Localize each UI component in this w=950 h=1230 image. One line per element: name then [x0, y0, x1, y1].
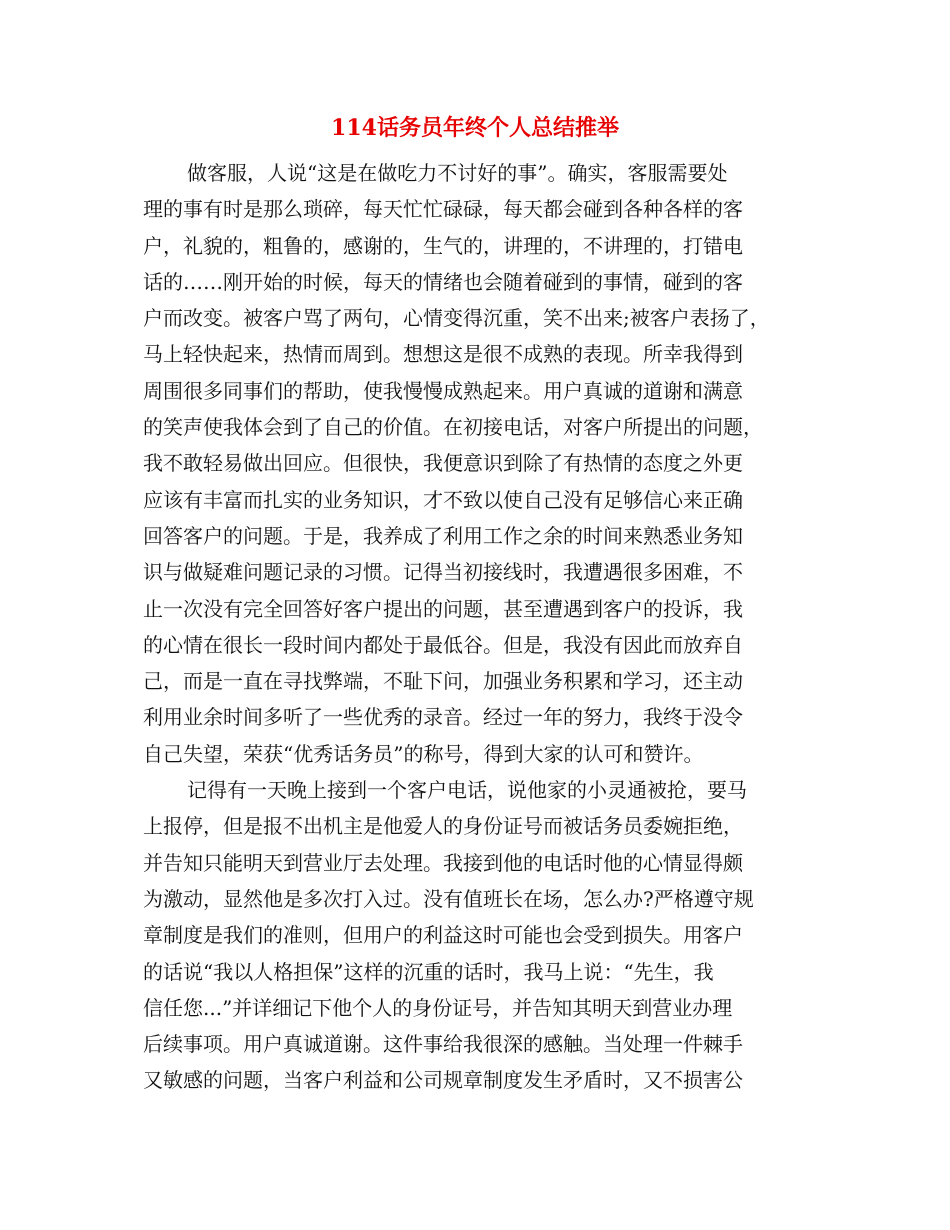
paragraph-line: 后续事项。用户真诚道谢。这件事给我很深的感触。当处理一件棘手: [143, 1032, 743, 1057]
paragraph-line: 户而改变。被客户骂了两句，心情变得沉重，笑不出来;被客户表扬了，: [143, 306, 770, 331]
paragraph-line: 的笑声使我体会到了自己的价值。在初接电话，对客户所提出的问题，: [143, 415, 763, 440]
paragraph-line: 的心情在很长一段时间内都处于最低谷。但是，我没有因此而放弃自: [143, 632, 743, 657]
paragraph-line: 为激动，显然他是多次打入过。没有值班长在场，怎么办?严格遵守规: [143, 886, 754, 911]
paragraph-line: 户，礼貌的，粗鲁的，感谢的，生气的，讲理的，不讲理的，打错电: [143, 233, 743, 258]
paragraph-line: 识与做疑难问题记录的习惯。记得当初接线时，我遭遇很多困难，不: [143, 560, 743, 585]
paragraph-line: 己，而是一直在寻找弊端，不耻下问，加强业务积累和学习，还主动: [143, 669, 743, 694]
paragraph-line: 自己失望，荣获“优秀话务员”的称号，得到大家的认可和赞许。: [143, 741, 704, 766]
paragraph-line: 上报停，但是报不出机主是他爱人的身份证号而被话务员委婉拒绝，: [143, 814, 743, 839]
paragraph-line: 马上轻快起来，热情而周到。想想这是很不成熟的表现。所幸我得到: [143, 342, 743, 367]
paragraph-line: 话的……刚开始的时候，每天的情绪也会随着碰到的事情，碰到的客: [143, 269, 743, 294]
paragraph-line: 做客服，人说“这是在做吃力不讨好的事”。确实，客服需要处: [187, 161, 728, 185]
paragraph-line: 信任您...”并详细记下他个人的身份证号，并告知其明天到营业办理: [143, 995, 733, 1020]
paragraph-line: 章制度是我们的准则，但用户的利益这时可能也会受到损失。用客户: [143, 923, 743, 948]
document-title: 114话务员年终个人总结推举: [331, 115, 619, 141]
paragraph-line: 记得有一天晚上接到一个客户电话，说他家的小灵通被抢，要马: [187, 778, 747, 803]
paragraph-line: 理的事有时是那么琐碎，每天忙忙碌碌，每天都会碰到各种各样的客: [143, 197, 743, 222]
paragraph-line: 利用业余时间多听了一些优秀的录音。经过一年的努力，我终于没令: [143, 705, 743, 730]
paragraph-line: 回答客户的问题。于是，我养成了利用工作之余的时间来熟悉业务知: [143, 523, 743, 548]
paragraph-line: 止一次没有完全回答好客户提出的问题，甚至遭遇到客户的投诉，我: [143, 596, 743, 621]
paragraph-line: 应该有丰富而扎实的业务知识，才不致以使自己没有足够信心来正确: [143, 487, 743, 512]
paragraph-line: 又敏感的问题，当客户利益和公司规章制度发生矛盾时，又不损害公: [143, 1068, 743, 1093]
paragraph-line: 的话说“我以人格担保”这样的沉重的话时，我马上说：“先生，我: [143, 959, 714, 984]
paragraph-line: 我不敢轻易做出回应。但很快，我便意识到除了有热情的态度之外更: [143, 451, 743, 476]
paragraph-line: 周围很多同事们的帮助，使我慢慢成熟起来。用户真诚的道谢和满意: [143, 378, 743, 403]
paragraph-line: 并告知只能明天到营业厅去处理。我接到他的电话时他的心情显得颇: [143, 850, 743, 875]
document-body: [143, 155, 803, 1099]
